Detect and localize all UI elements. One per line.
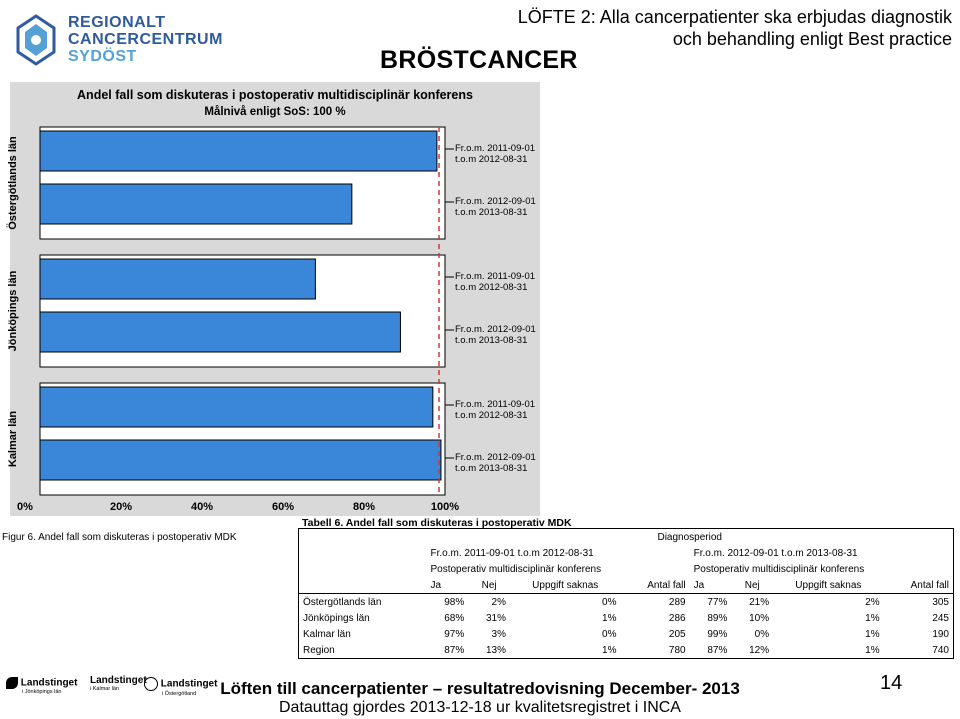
table-cell: 1% <box>773 642 884 659</box>
bar <box>40 387 433 427</box>
period-label-line-1: Fr.o.m. 2011-09-01 <box>455 143 536 154</box>
table-cell: 87% <box>690 642 732 659</box>
bar <box>40 259 315 299</box>
row-label: Kalmar län <box>299 626 427 642</box>
period-label-line-2: t.o.m 2012-08-31 <box>455 410 528 421</box>
table-cell: 0% <box>602 596 617 608</box>
table-header-row-2 <box>299 545 954 561</box>
row-label: Östergötlands län <box>299 594 427 611</box>
header-subheader-2: Postoperativ multidisciplinär konferens <box>690 561 954 577</box>
period-label-line-2: t.o.m 2013-08-31 <box>455 207 528 218</box>
section-title: BRÖSTCANCER <box>380 46 578 74</box>
logo-jonkoping: Landstinget i Jönköpings län <box>6 677 77 695</box>
column-header: Ja <box>690 577 732 594</box>
page-number: 14 <box>880 672 903 694</box>
table-header-row-3 <box>299 561 954 577</box>
table-cell: 190 <box>884 626 954 642</box>
table-body <box>299 594 954 659</box>
footer-title: Löften till cancerpatienter – resultatredovisning December- 2013 <box>220 679 740 698</box>
period-label-line-2: t.o.m 2013-08-31 <box>455 335 528 346</box>
promise-line-2: och behandling enligt Best practice <box>672 29 952 49</box>
table-cell: 740 <box>884 642 954 659</box>
table-cell: 77% <box>707 596 728 608</box>
rcc-logo-text: REGIONALT CANCERCENTRUM SYDÖST <box>68 14 223 65</box>
x-tick-label: 80% <box>352 501 376 513</box>
table-cell: 305 <box>884 594 954 611</box>
table-cell: 1% <box>865 628 880 640</box>
table-cell: 205 <box>668 628 686 640</box>
table-cell: 21% <box>749 596 770 608</box>
table-row <box>299 642 954 659</box>
table-column-header-row <box>299 577 954 594</box>
table-cell: 1% <box>602 612 617 624</box>
table-cell: 2% <box>865 596 880 608</box>
logo-ostergotland: Landstinget i Östergötland <box>144 677 217 697</box>
table-cell: 0% <box>602 628 617 640</box>
row-label: Jönköpings län <box>299 610 427 626</box>
table-cell: 0% <box>754 628 770 640</box>
column-header: Uppgift saknas <box>510 577 621 594</box>
table-header-row-1 <box>299 529 954 546</box>
table-cell: 286 <box>668 612 686 624</box>
x-tick-label: 0% <box>17 501 33 513</box>
bar <box>40 131 437 171</box>
table-cell: 31% <box>485 612 506 624</box>
table-row <box>299 626 954 642</box>
x-tick-label: 60% <box>271 501 295 513</box>
bar <box>40 184 352 224</box>
x-tick-label: 20% <box>109 501 133 513</box>
column-header: Nej <box>731 577 773 594</box>
column-header: Antal fall <box>621 577 690 594</box>
period-label-line-2: t.o.m 2012-08-31 <box>455 154 528 165</box>
group-label: Jönköpings län <box>7 270 19 352</box>
footer-subtitle: Datauttag gjordes 2013-12-18 ur kvalitetsregistret i INCA <box>279 699 681 716</box>
table-cell: 289 <box>668 596 686 608</box>
table-cell: 68% <box>444 612 465 624</box>
table-cell: 10% <box>749 612 770 624</box>
header-period-1: Fr.o.m. 2011-09-01 t.o.m 2012-08-31 <box>430 547 594 559</box>
table-cell: 98% <box>444 596 465 608</box>
table-cell: 3% <box>491 628 506 640</box>
period-label-line-1: Fr.o.m. 2011-09-01 <box>455 399 536 410</box>
column-header: Uppgift saknas <box>773 577 884 594</box>
promise-line-1: LÖFTE 2: Alla cancerpatienter ska erbjudas diagnostik <box>517 7 952 27</box>
chart-title: Andel fall som diskuteras i postoperativ multidisciplinär konferens <box>77 88 473 102</box>
period-label-line-1: Fr.o.m. 2011-09-01 <box>455 271 536 282</box>
period-label-line-1: Fr.o.m. 2012-09-01 <box>455 196 536 207</box>
table-title: Tabell 6. Andel fall som diskuteras i postoperativ MDK <box>302 517 572 529</box>
bar <box>40 312 400 352</box>
table-cell: 780 <box>621 642 690 659</box>
row-label: Region <box>299 642 427 659</box>
table-cell: 97% <box>444 628 465 640</box>
column-header: Ja <box>426 577 468 594</box>
group-label: Östergötlands län <box>7 136 19 230</box>
table-cell: 2% <box>491 596 506 608</box>
x-tick-label: 100% <box>430 501 460 513</box>
table-cell: 1% <box>865 612 880 624</box>
table-cell: 12% <box>731 642 773 659</box>
table-cell: 89% <box>707 612 728 624</box>
period-label-line-2: t.o.m 2013-08-31 <box>455 463 528 474</box>
table-cell: 13% <box>468 642 510 659</box>
header-diagnosperiod: Diagnosperiod <box>426 529 953 546</box>
header-subheader-1: Postoperativ multidisciplinär konferens <box>430 563 602 575</box>
table-row <box>299 594 954 611</box>
bar <box>40 440 441 480</box>
table-cell: 87% <box>426 642 468 659</box>
table-cell: 99% <box>707 628 728 640</box>
group-label: Kalmar län <box>7 410 19 468</box>
column-header: Nej <box>468 577 510 594</box>
table-cell: 245 <box>884 610 954 626</box>
figure-caption: Figur 6. Andel fall som diskuteras i postoperativ MDK <box>2 532 237 543</box>
logo-kalmar: Landstinget i Kalmar län <box>90 675 147 692</box>
period-label-line-2: t.o.m 2012-08-31 <box>455 282 528 293</box>
column-header: Antal fall <box>884 577 954 594</box>
table-cell: 1% <box>510 642 621 659</box>
period-label-line-1: Fr.o.m. 2012-09-01 <box>455 452 536 463</box>
table-row <box>299 610 954 626</box>
chart-subtitle: Målnivå enligt SoS: 100 % <box>204 106 346 118</box>
period-label-line-1: Fr.o.m. 2012-09-01 <box>455 324 536 335</box>
header-period-2: Fr.o.m. 2012-09-01 t.o.m 2013-08-31 <box>690 545 954 561</box>
results-table <box>298 528 954 659</box>
x-tick-label: 40% <box>190 501 214 513</box>
